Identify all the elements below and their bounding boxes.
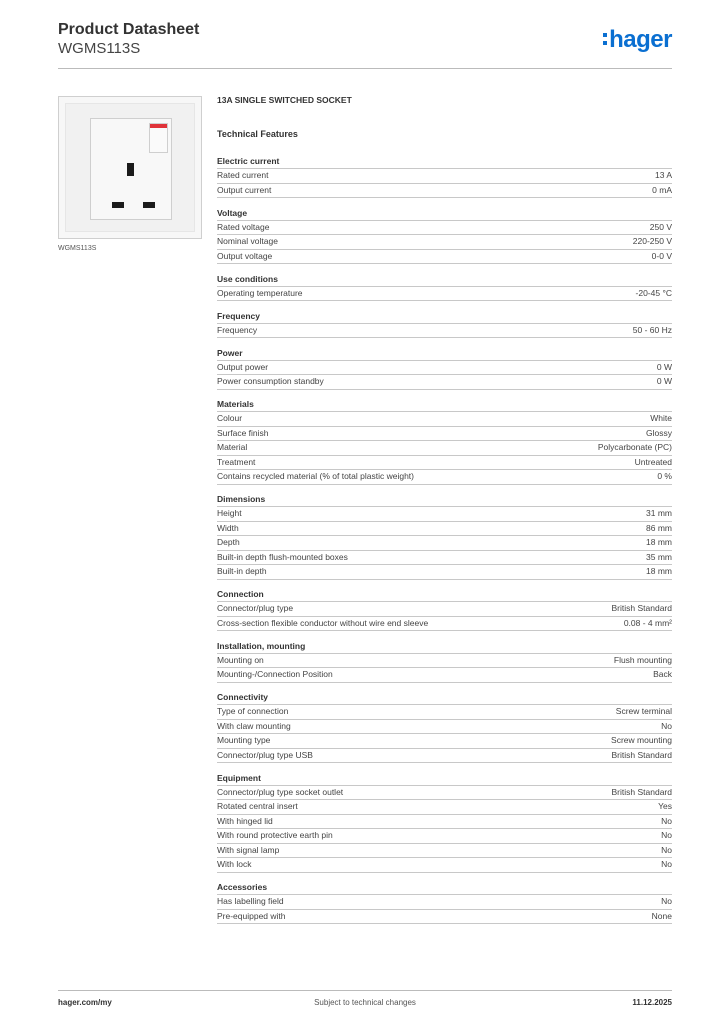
spec-label: Connector/plug type socket outlet — [217, 786, 344, 797]
spec-row — [217, 734, 672, 749]
spec-value: No — [661, 859, 672, 869]
spec-value: No — [661, 830, 672, 840]
spec-value: British Standard — [611, 603, 672, 613]
spec-label: Type of connection — [217, 706, 289, 716]
switch-rocker — [149, 123, 168, 153]
spec-value: No — [661, 720, 672, 731]
spec-label: Pre-equipped with — [217, 910, 286, 921]
spec-section — [217, 772, 672, 873]
section-title: Power — [217, 347, 672, 361]
spec-value: Screw mounting — [611, 735, 672, 745]
section-title: Electric current — [217, 155, 672, 169]
spec-row — [217, 169, 672, 184]
spec-content — [217, 95, 672, 933]
spec-value: White — [650, 413, 672, 423]
spec-label: Surface finish — [217, 427, 269, 438]
spec-section — [217, 493, 672, 580]
section-title: Materials — [217, 398, 672, 412]
section-title: Connection — [217, 588, 672, 602]
brand-logo — [603, 26, 672, 54]
spec-label: Width — [217, 522, 239, 533]
spec-label: Connector/plug type — [217, 603, 294, 613]
spec-value: 86 mm — [646, 522, 672, 533]
spec-row — [217, 361, 672, 376]
spec-label: Has labelling field — [217, 896, 284, 906]
spec-row — [217, 551, 672, 566]
spec-label: Connector/plug type USB — [217, 749, 313, 760]
footer-divider — [58, 990, 672, 991]
spec-label: Frequency — [217, 324, 258, 335]
spec-label: Nominal voltage — [217, 236, 278, 246]
spec-label: Output current — [217, 184, 272, 195]
image-caption: WGMS113S — [58, 245, 97, 252]
spec-value: 0 W — [656, 361, 672, 372]
section-title: Equipment — [217, 772, 672, 786]
spec-label: Material — [217, 442, 248, 452]
spec-value: 0 % — [657, 471, 672, 481]
spec-value: Back — [653, 669, 672, 679]
spec-row — [217, 287, 672, 302]
spec-sections — [217, 155, 672, 924]
spec-row — [217, 441, 672, 456]
spec-label: Contains recycled material (% of total plastic weight) — [217, 471, 414, 481]
spec-section — [217, 691, 672, 763]
spec-row — [217, 720, 672, 735]
spec-row — [217, 844, 672, 859]
spec-row — [217, 250, 672, 265]
product-name: 13A SINGLE SWITCHED SOCKET — [217, 95, 352, 105]
spec-label: Rated voltage — [217, 221, 270, 232]
spec-row — [217, 412, 672, 427]
spec-section — [217, 347, 672, 390]
spec-label: Rotated central insert — [217, 801, 298, 811]
section-title: Connectivity — [217, 691, 672, 705]
spec-row — [217, 749, 672, 764]
brand-logo-text: hager — [609, 26, 672, 53]
spec-value: British Standard — [611, 749, 672, 760]
spec-value: Untreated — [634, 456, 672, 467]
spec-label: Output voltage — [217, 250, 273, 261]
logo-dots-icon — [603, 32, 607, 46]
spec-value: 31 mm — [646, 508, 672, 518]
spec-value: 50 - 60 Hz — [632, 324, 672, 335]
spec-label: Mounting type — [217, 735, 271, 745]
socket-plate — [65, 103, 195, 232]
spec-row — [217, 184, 672, 199]
spec-row — [217, 565, 672, 580]
spec-value: 0 W — [656, 376, 672, 386]
product-image — [58, 96, 202, 239]
section-title: Use conditions — [217, 273, 672, 287]
spec-label: With signal lamp — [217, 844, 280, 855]
spec-label: Height — [217, 508, 242, 518]
spec-row — [217, 786, 672, 801]
spec-label: Built-in depth — [217, 566, 267, 576]
spec-row — [217, 910, 672, 925]
socket-frame — [90, 118, 172, 220]
spec-row — [217, 221, 672, 236]
spec-value: 0 mA — [652, 184, 672, 195]
switch-red-indicator — [150, 124, 167, 128]
spec-value: Screw terminal — [615, 706, 672, 716]
spec-row — [217, 375, 672, 390]
spec-value: 0.08 - 4 mm² — [623, 617, 672, 628]
section-title: Frequency — [217, 310, 672, 324]
spec-label: Colour — [217, 413, 243, 423]
spec-row — [217, 427, 672, 442]
spec-row — [217, 536, 672, 551]
spec-label: Cross-section flexible conductor without wire end sleeve — [217, 617, 429, 628]
spec-label: Output power — [217, 361, 269, 372]
spec-value: Flush mounting — [613, 654, 672, 665]
earth-pin-slot — [127, 163, 134, 176]
header-divider — [58, 68, 672, 69]
section-title: Accessories — [217, 881, 672, 895]
spec-value: -20-45 °C — [635, 287, 672, 298]
spec-value: British Standard — [611, 786, 672, 797]
spec-value: 220-250 V — [632, 236, 672, 246]
spec-label: With claw mounting — [217, 720, 291, 731]
spec-section — [217, 588, 672, 631]
spec-row — [217, 470, 672, 485]
spec-section — [217, 310, 672, 339]
spec-row — [217, 456, 672, 471]
spec-label: Rated current — [217, 170, 269, 180]
page-footer — [58, 998, 672, 1010]
spec-value: None — [651, 910, 672, 921]
spec-value: 18 mm — [646, 537, 672, 547]
spec-label: Built-in depth flush-mounted boxes — [217, 551, 348, 562]
spec-row — [217, 617, 672, 632]
spec-row — [217, 654, 672, 669]
footer-date: 11.12.2025 — [632, 998, 672, 1007]
product-code: WGMS113S — [58, 40, 141, 57]
spec-label: Operating temperature — [217, 287, 303, 298]
spec-section — [217, 881, 672, 924]
technical-features-title: Technical Features — [217, 129, 298, 139]
spec-row — [217, 235, 672, 250]
spec-value: 0-0 V — [651, 250, 672, 261]
spec-section — [217, 640, 672, 683]
page-header — [58, 20, 672, 58]
spec-value: No — [661, 896, 672, 906]
spec-value: 18 mm — [646, 566, 672, 576]
spec-row — [217, 895, 672, 910]
spec-value: 35 mm — [646, 551, 672, 562]
section-title: Installation, mounting — [217, 640, 672, 654]
spec-section — [217, 398, 672, 485]
spec-value: Polycarbonate (PC) — [597, 442, 672, 452]
spec-section — [217, 155, 672, 198]
neutral-pin-slot — [143, 202, 155, 208]
spec-value: No — [661, 844, 672, 855]
spec-row — [217, 507, 672, 522]
footer-website: hager.com/my — [58, 998, 112, 1007]
spec-row — [217, 858, 672, 873]
spec-label: Power consumption standby — [217, 376, 324, 386]
spec-row — [217, 815, 672, 830]
spec-row — [217, 602, 672, 617]
spec-row — [217, 705, 672, 720]
spec-row — [217, 829, 672, 844]
spec-section — [217, 207, 672, 265]
spec-value: Yes — [658, 801, 672, 811]
section-title: Voltage — [217, 207, 672, 221]
spec-row — [217, 324, 672, 339]
spec-section — [217, 273, 672, 302]
spec-label: Treatment — [217, 456, 256, 467]
spec-label: Mounting on — [217, 654, 264, 665]
live-pin-slot — [112, 202, 124, 208]
spec-value: 250 V — [649, 221, 672, 232]
spec-label: With round protective earth pin — [217, 830, 333, 840]
spec-label: With lock — [217, 859, 252, 869]
spec-row — [217, 668, 672, 683]
spec-row — [217, 522, 672, 537]
spec-value: No — [661, 815, 672, 826]
footer-notice: Subject to technical changes — [314, 998, 416, 1007]
spec-row — [217, 800, 672, 815]
spec-label: Mounting-/Connection Position — [217, 669, 333, 679]
spec-value: Glossy — [646, 427, 672, 438]
spec-label: Depth — [217, 537, 240, 547]
page-title: Product Datasheet — [58, 21, 200, 38]
section-title: Dimensions — [217, 493, 672, 507]
spec-label: With hinged lid — [217, 815, 273, 826]
spec-value: 13 A — [654, 170, 672, 180]
